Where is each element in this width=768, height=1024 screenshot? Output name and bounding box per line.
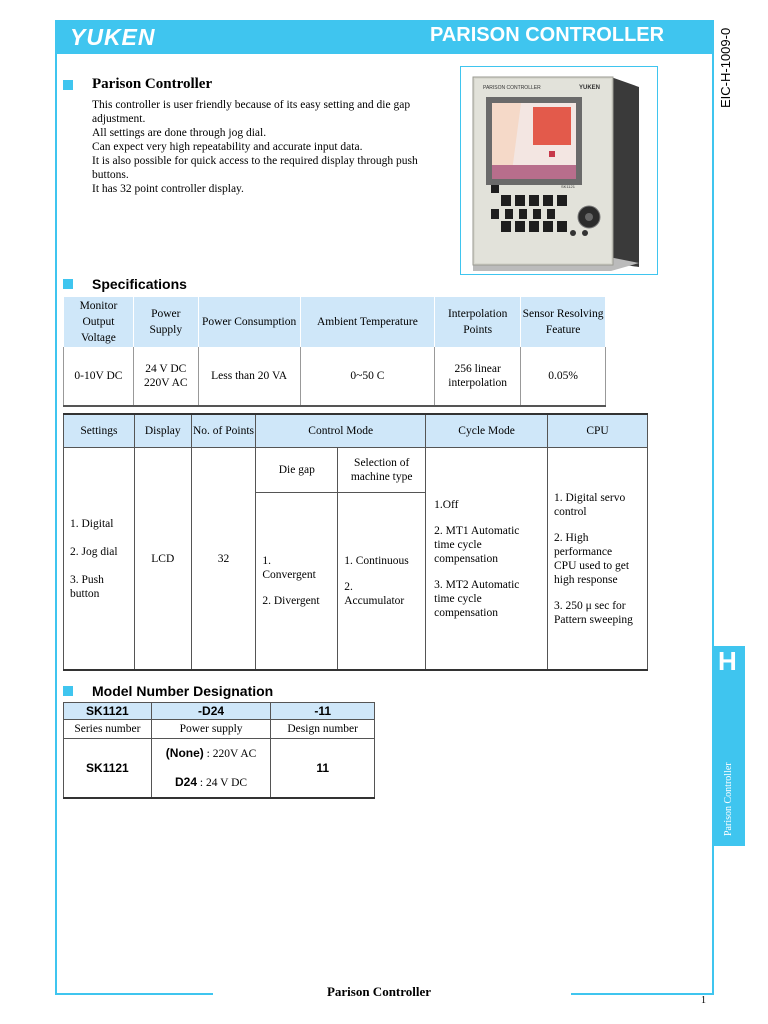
machine-type-item: 2. Accumulator [344,581,405,607]
section-marker [63,686,73,696]
machine-type-header-text: Selection of machine type [350,457,413,483]
doc-code: EIC-H-1009-0 [718,27,733,108]
model-code: SK1121 [64,703,152,720]
die-gap-header: Die gap [256,448,338,493]
footer-line-left [55,993,213,995]
tab-text: Parison Controller [723,762,734,836]
spec-header: Power Consumption [198,297,300,347]
spec-value: 0-10V DC [64,347,134,406]
tab-letter: H [718,646,737,676]
settings-item: 1. Digital [70,517,114,530]
spec-value: 0~50 C [300,347,435,406]
power-d24-code: D24 [175,775,198,789]
model-table [63,702,375,799]
spec-value: 256 linear interpolation [435,347,521,406]
footer-line-right [571,993,714,995]
power-value [151,739,271,799]
section-marker [63,279,73,289]
settings-item: 2. Jog dial [70,545,118,558]
model-code: -D24 [151,703,271,720]
spec2-header: No. of Points [191,414,256,448]
intro-line: All settings are done through jog dial. [92,127,267,139]
machine-type-header [338,448,426,493]
spec-value: 24 V DC 220V AC [133,347,198,406]
machine-type-item: 1. Continuous [344,555,409,567]
intro-line: It has 32 point controller display. [92,183,244,195]
spec-header: Interpolation Points [435,297,521,347]
cycle-item: 3. MT2 Automatic time cycle compensation [434,578,520,619]
spec-header: Sensor Resolving Feature [521,297,606,347]
footer-title: Parison Controller [326,984,432,999]
cycle-item: 1.Off [434,498,459,511]
page-number: 1 [701,995,706,1006]
intro-line: Can expect very high repeatability and accurate input data. [92,141,363,153]
specs-title: Specifications [92,276,187,292]
model-label: Design number [271,720,375,739]
spec2-header: Settings [64,414,135,448]
model-label: Series number [64,720,152,739]
spec-table-2 [63,413,648,671]
spec-header: Ambient Temperature [300,297,435,347]
cpu-cell [548,448,648,671]
spec-header: Power Supply [133,297,198,347]
spec2-header: Display [134,414,191,448]
spec-value: Less than 20 VA [198,347,300,406]
intro-text [92,98,442,196]
intro-title: Parison Controller [92,76,213,92]
photo-model: SK1121 [561,184,575,189]
model-title: Model Number Designation [92,683,274,699]
intro-line: This controller is user friendly because of its easy setting and die gap adjustment. [92,99,411,125]
yuken-logo: YUKEN [70,24,156,50]
model-code: -11 [271,703,375,720]
spec2-header: Control Mode [256,414,426,448]
die-gap-item: 2. Divergent [262,595,320,607]
controller-photo [461,67,657,274]
settings-item: 3. Push button [70,573,104,600]
model-label: Power supply [151,720,271,739]
intro-line: It is also possible for quick access to the required display through push buttons. [92,155,418,181]
spec2-header: CPU [548,414,648,448]
die-gap-cell [256,493,338,671]
cpu-item: 3. 250 μ sec for Pattern sweeping [554,599,633,626]
power-d24-text: : 24 V DC [199,777,248,789]
machine-type-cell [338,493,426,671]
series-value: SK1121 [64,739,152,799]
frame-left-line [55,20,57,995]
design-value: 11 [271,739,375,799]
settings-cell [64,448,135,671]
header-title: PARISON CONTROLLER [430,24,665,46]
frame-right-line [712,20,714,995]
spec-value: 0.05% [521,347,606,406]
product-photo-frame [460,66,658,275]
spec2-header: Cycle Mode [426,414,548,448]
display-cell: LCD [134,448,191,671]
spec-table-1 [63,297,606,407]
section-marker [63,80,73,90]
cpu-item: 2. High performance CPU used to get high response [554,531,630,586]
power-none-text: : 220V AC [206,748,257,760]
section-tab [714,646,745,846]
cycle-mode-cell [426,448,548,671]
cpu-item: 1. Digital servo control [554,491,626,518]
cycle-item: 2. MT1 Automatic time cycle compensation [434,524,520,565]
spec-header: Monitor Output Voltage [64,297,134,347]
die-gap-item: 1. Convergent [262,555,316,581]
power-none-code: (None) [165,746,204,760]
photo-brand: YUKEN [579,85,601,91]
photo-label: PARISON CONTROLLER [483,85,541,91]
points-cell: 32 [191,448,256,671]
